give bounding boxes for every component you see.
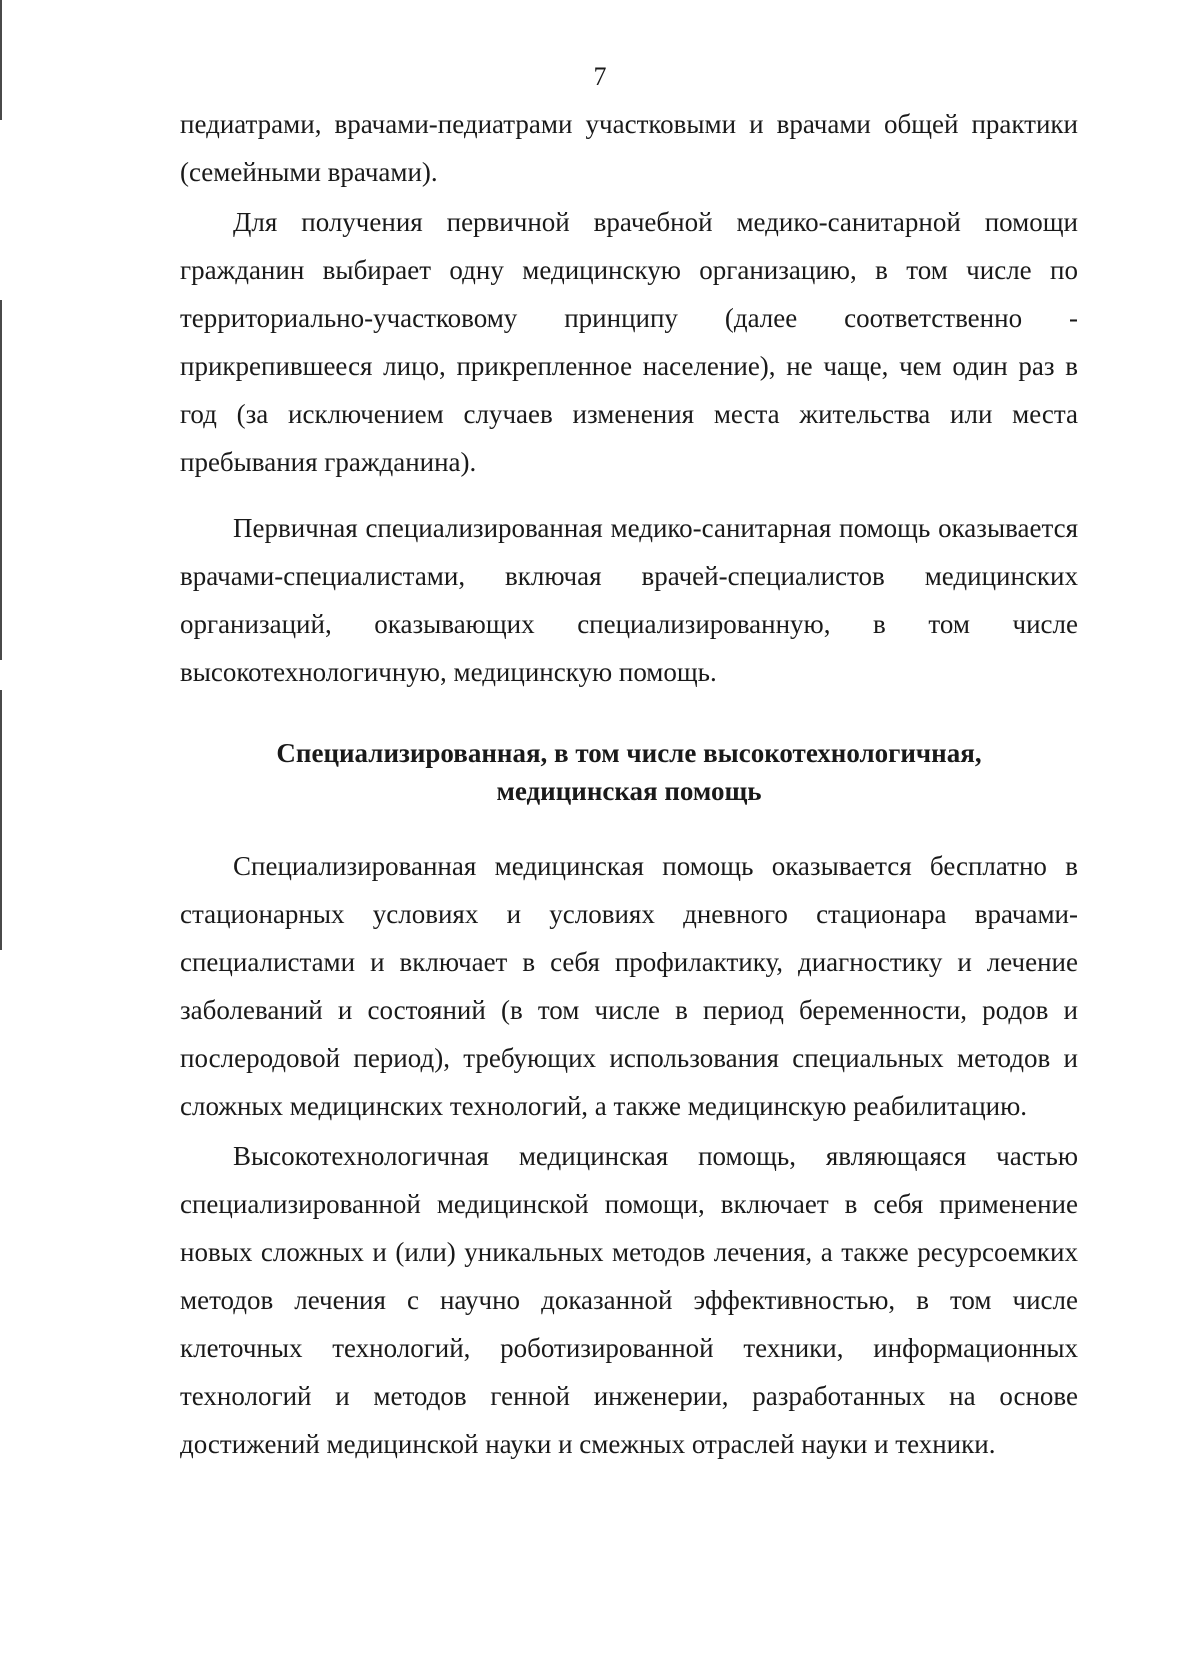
page-number: 7 xyxy=(593,62,607,91)
document-body xyxy=(180,100,1078,1468)
paragraph-primary-care-choice: Для получения первичной врачебной медико-санитарной помощи гражданин выбирает одну медицинскую организацию, в том числе по территориально-участковому принципу (далее соответственно - прикрепившееся лицо, прикрепленное население), не чаще, чем один раз в год (за исключением случаев изменения места жительства или места пребывания гражданина). xyxy=(180,207,1078,477)
paragraph-specialized-care: Специализированная медицинская помощь оказывается бесплатно в стационарных условиях и условиях дневного стационара врачами-специалистами и включает в себя профилактику, диагностику и лечение заболеваний и состояний (в том числе в период беременности, родов и послеродовой период), требующих использования специальных методов и сложных медицинских технологий, а также медицинскую реабилитацию. xyxy=(180,851,1078,1121)
scan-edge-lower xyxy=(0,690,2,950)
section-heading-line-1: Специализированная, в том числе высокотехнологичная, xyxy=(276,738,982,768)
paragraph-high-tech-care: Высокотехнологичная медицинская помощь, являющаяся частью специализированной медицинской помощи, включает в себя применение новых сложных и (или) уникальных методов лечения, а также ресурсоемких методов лечения с научно доказанной эффективностью, в том числе клеточных технологий, роботизированной техники, информационных технологий и методов генной инженерии, разработанных на основе достижений медицинской науки и смежных отраслей науки и техники. xyxy=(180,1141,1078,1459)
paragraph-continuation: педиатрами, врачами-педиатрами участковыми и врачами общей практики (семейными врачами). xyxy=(180,109,1078,187)
scan-edge-top xyxy=(0,0,2,120)
paragraph-primary-specialized-care: Первичная специализированная медико-санитарная помощь оказывается врачами-специалистами, включая врачей-специалистов медицинских организаций, оказывающих специализированную, в том числе высокотехнологичную, медицинскую помощь. xyxy=(180,513,1078,687)
section-heading xyxy=(180,734,1078,810)
section-heading-line-2: медицинская помощь xyxy=(496,776,762,806)
scan-edge-middle xyxy=(0,300,2,660)
